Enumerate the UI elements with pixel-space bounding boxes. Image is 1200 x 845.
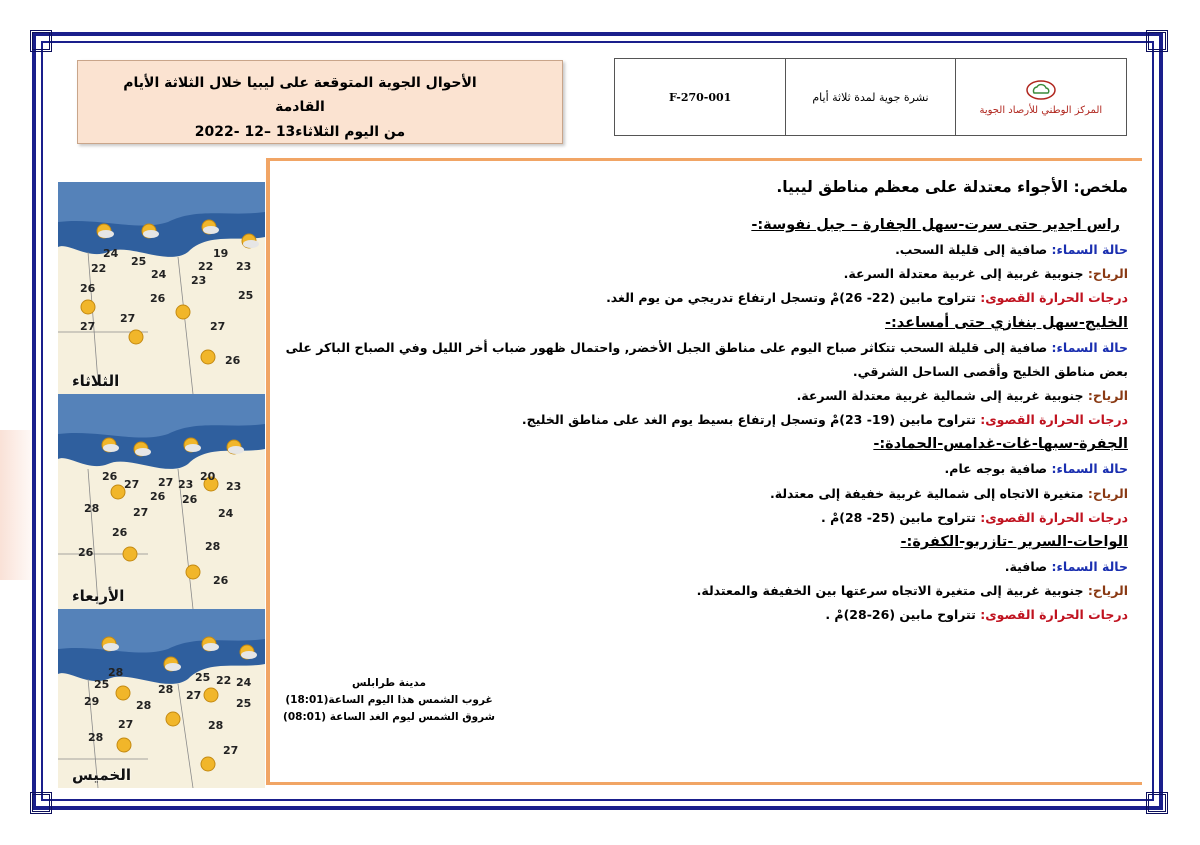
sun-cloud-icon [138, 220, 158, 240]
wind-row [283, 384, 1128, 408]
temp-label: 25 [94, 678, 110, 691]
temp-row [283, 603, 1128, 627]
sun-cloud-icon [130, 438, 150, 458]
temp-value: تتراوح مابين (25- 28)مْ . [820, 509, 981, 525]
wind-label: الرياح: [1087, 266, 1128, 282]
wind-value: متغيرة الاتجاه إلى شمالية غربية خفيفة إلى معتدلة. [769, 485, 1088, 501]
sky-row [283, 336, 1128, 384]
forecast-summary: ملخص: الأجواء معتدلة على معظم مناطق ليبيا. [776, 178, 1128, 196]
sky-label: حالة السماء: [1051, 242, 1128, 257]
temp-label: 25 [131, 255, 147, 268]
sun-icon [201, 685, 221, 705]
sun-icon [198, 754, 218, 774]
sun-cloud-icon [238, 230, 258, 250]
temp-label: 26 [150, 292, 166, 305]
sun-icon [198, 347, 218, 367]
temp-label: 28 [205, 540, 221, 553]
temp-label: 26 [213, 574, 229, 587]
temp-label: 27 [210, 320, 226, 333]
temp-row [283, 408, 1128, 432]
frame-corner-ornament [1146, 30, 1168, 52]
temp-label: 27 [80, 320, 96, 333]
temp-row [283, 286, 1128, 310]
map-day-2 [58, 394, 265, 609]
sky-row [283, 238, 1128, 262]
map-day-label: الثلاثاء [72, 372, 120, 390]
cloud-logo-icon [1025, 79, 1057, 101]
sun-cloud-icon [98, 434, 118, 454]
sky-value: صافية بوجه عام. [944, 461, 1052, 477]
wind-value: جنوبية غربية إلى متغيرة الاتجاه سرعتها بين الخفيفة والمعتدلة. [696, 583, 1088, 599]
forecast-text [283, 173, 1128, 628]
temp-label: 26 [150, 490, 166, 503]
temp-label: 25 [236, 697, 252, 710]
temp-max-label: درجات الحرارة القصوى: [980, 509, 1128, 525]
sun-icon [126, 327, 146, 347]
temp-value: تتراوح مابين (22- 26)مْ وتسجل ارتفاع تدريجي من يوم الغد. [606, 290, 981, 306]
sun-cloud-icon [236, 641, 256, 661]
wind-row [283, 579, 1128, 603]
temp-label: 20 [200, 470, 216, 483]
temp-label: 27 [124, 478, 140, 491]
wind-label: الرياح: [1087, 485, 1128, 501]
temp-label: 27 [133, 506, 149, 519]
sun-cloud-icon [180, 434, 200, 454]
temp-max-label: درجات الحرارة القصوى: [980, 607, 1128, 623]
map-day-label: الأربعاء [72, 587, 125, 605]
region-heading: راس اجدير حتى سرت-سهل الجفارة – جبل نفوسة:- [751, 217, 1120, 233]
temp-value: تتراوح مابين (19- 23)مْ وتسجل إرتفاع بسيط يوم الغد على مناطق الخليج. [521, 412, 981, 428]
sky-row [283, 555, 1128, 579]
sunset-time: غروب الشمس هذا اليوم الساعة(18:01) [285, 694, 493, 706]
temp-label: 22 [91, 262, 107, 275]
region-heading: الواحات-السرير -تازربو-الكفرة:- [900, 534, 1128, 551]
temp-label: 26 [182, 493, 198, 506]
document-header-table [614, 58, 1127, 136]
temp-label: 28 [158, 683, 174, 696]
temp-label: 25 [238, 289, 254, 302]
frame-corner-ornament [30, 792, 52, 814]
frame-corner-ornament [30, 30, 52, 52]
temp-label: 26 [78, 546, 94, 559]
sun-icon [173, 302, 193, 322]
map-day-1 [58, 182, 265, 394]
temp-label: 28 [208, 719, 224, 732]
temp-label: 26 [225, 354, 241, 367]
sun-icon [163, 709, 183, 729]
temp-label: 28 [136, 699, 152, 712]
temp-label: 24 [103, 247, 119, 260]
forecast-maps-panel [58, 182, 265, 788]
sky-value: صافية إلى قليلة السحب تتكاثر صباح اليوم على مناطق الجبل الأخضر, واحتمال ظهور ضباب أخر الليل وفي الصباح الباكر على بعض مناطق الخليج وأقصى الساحل الشرقي. [285, 339, 1128, 379]
region-heading: الجفرة-سبها-غات-غدامس-الحمادة:- [873, 436, 1128, 453]
wind-value: جنوبية غربية إلى غربية معتدلة السرعة. [843, 266, 1088, 282]
sky-value: صافية إلى قليلة السحب. [895, 242, 1052, 257]
temp-label: 23 [226, 480, 242, 493]
temp-label: 22 [216, 674, 232, 687]
temp-label: 27 [158, 476, 174, 489]
map-day-label: الخميس [72, 766, 131, 784]
sky-value: صافية. [1004, 559, 1052, 575]
temp-label: 24 [151, 268, 167, 281]
region-heading: الخليج-سهل بنغازي حتى أمساعد:- [884, 314, 1128, 331]
forecast-title-box [77, 60, 563, 144]
sunrise-time: شروق الشمس ليوم الغد الساعة (08:01) [283, 711, 495, 723]
sun-times-info [283, 675, 495, 726]
sun-cloud-icon [223, 436, 243, 456]
temp-label: 29 [84, 695, 100, 708]
sky-label: حالة السماء: [1051, 559, 1128, 575]
temp-max-label: درجات الحرارة القصوى: [980, 290, 1128, 306]
temp-label: 27 [223, 744, 239, 757]
sun-icon [114, 735, 134, 755]
frame-corner-ornament [1146, 792, 1168, 814]
sun-cloud-icon [98, 633, 118, 653]
temp-label: 19 [213, 247, 229, 260]
temp-label: 26 [112, 526, 128, 539]
sky-row [283, 457, 1128, 481]
document-code: F-270-001 [615, 59, 786, 135]
temp-max-label: درجات الحرارة القصوى: [980, 412, 1128, 428]
temp-label: 27 [120, 312, 136, 325]
forecast-date: من اليوم الثلاثاء13 –12 -2022 [194, 124, 406, 140]
temp-label: 24 [218, 507, 234, 520]
sun-icon [183, 562, 203, 582]
temp-label: 22 [198, 260, 214, 273]
temp-label: 27 [186, 689, 202, 702]
bulletin-type: نشرة جوية لمدة ثلاثة أيام [786, 59, 955, 135]
temp-label: 24 [236, 676, 252, 689]
sun-icon [113, 683, 133, 703]
temp-label: 28 [84, 502, 100, 515]
temp-label: 23 [191, 274, 207, 287]
temp-row [283, 506, 1128, 530]
center-cell [956, 59, 1126, 135]
sun-cloud-icon [160, 653, 180, 673]
temp-label: 28 [108, 666, 124, 679]
temp-label: 27 [118, 718, 134, 731]
forecast-title: الأحوال الجوية المتوقعة على ليبيا خلال الثلاثة الأيام القادمة [123, 75, 477, 115]
temp-label: 23 [178, 478, 194, 491]
wind-label: الرياح: [1087, 583, 1128, 599]
sun-cloud-icon [198, 633, 218, 653]
wind-row [283, 262, 1128, 286]
sun-icon [120, 544, 140, 564]
wind-row [283, 482, 1128, 506]
city-name: مدينة طرابلس [352, 677, 426, 689]
sky-label: حالة السماء: [1051, 461, 1128, 477]
sun-cloud-icon [93, 220, 113, 240]
sun-cloud-icon [198, 216, 218, 236]
sun-icon [78, 297, 98, 317]
temp-label: 26 [80, 282, 96, 295]
center-name: المركز الوطني للأرصاد الجوية [979, 104, 1103, 116]
map-day-3 [58, 609, 265, 788]
sky-label: حالة السماء: [1051, 339, 1128, 355]
temp-label: 26 [102, 470, 118, 483]
temp-label: 25 [195, 671, 211, 684]
wind-label: الرياح: [1087, 388, 1128, 404]
temp-value: تتراوح مابين (26-28)مْ . [825, 607, 981, 623]
wind-value: جنوبية غربية إلى شمالية غربية معتدلة السرعة. [796, 388, 1088, 404]
temp-label: 23 [236, 260, 252, 273]
temp-label: 28 [88, 731, 104, 744]
